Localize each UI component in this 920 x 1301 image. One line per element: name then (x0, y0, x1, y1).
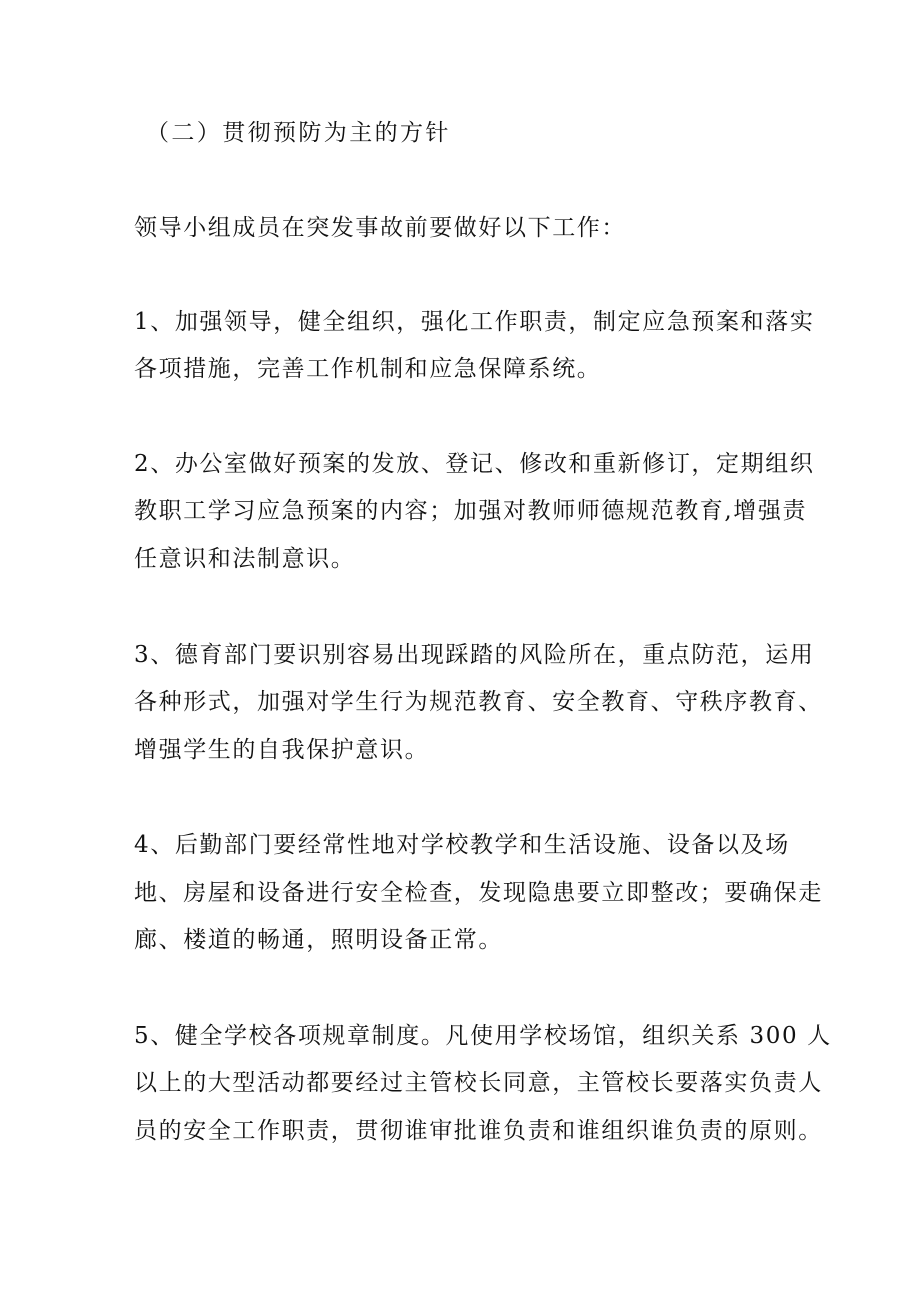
list-item-line: 1、加强领导，健全组织，强化工作职责，制定应急预案和落实 (134, 309, 815, 335)
list-item-line: 5、健全学校各项规章制度。凡使用学校场馆，组织关系 300 人 (134, 1023, 832, 1049)
list-item-line: 教职工学习应急预案的内容；加强对教师师德规范教育,增强责 (134, 498, 808, 524)
list-item-line: 各项措施，完善工作机制和应急保障系统。 (134, 356, 602, 382)
list-item-line: 廊、楼道的畅通，照明设备正常。 (134, 927, 503, 953)
section-heading: （二）贯彻预防为主的方针 (146, 120, 451, 146)
list-item-line: 2、办公室做好预案的发放、登记、修改和重新修订，定期组织 (134, 451, 815, 477)
list-item-line: 员的安全工作职责，贯彻谁审批谁负责和谁组织谁负责的原则。 (134, 1118, 823, 1144)
list-item-line: 地、房屋和设备进行安全检查，发现隐患要立即整改；要确保走 (134, 880, 823, 906)
list-item-line: 各种形式，加强对学生行为规范教育、安全教育、守秩序教育、 (134, 689, 823, 715)
list-item-line: 以上的大型活动都要经过主管校长同意，主管校长要落实负责人 (134, 1070, 823, 1096)
list-item-line: 增强学生的自我保护意识。 (134, 737, 430, 763)
list-item-line: 任意识和法制意识。 (134, 546, 356, 572)
list-item-line: 3、德育部门要识别容易出现踩踏的风险所在，重点防范，运用 (134, 642, 815, 668)
list-item-line: 4、后勤部门要经常性地对学校教学和生活设施、设备以及场 (134, 832, 790, 858)
intro-paragraph: 领导小组成员在突发事故前要做好以下工作： (134, 215, 626, 241)
